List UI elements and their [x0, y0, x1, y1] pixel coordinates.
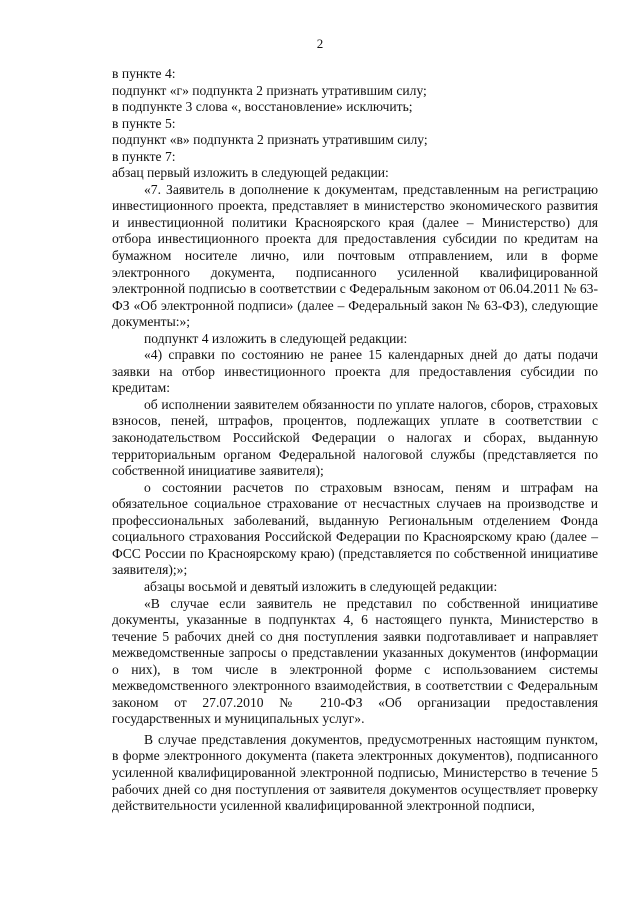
- paragraph-14: «В случае если заявитель не представил по собственной инициативе документы, указанные в подпунктах 4, 6 настоящего пункта, Министерство в течение 5 рабочих дней со дня поступления заявки подготавливает и направляет межведомственные запросы о представлении указанных документов (информации о них), в том числе в электронной форме с использованием системы межведомственного электронного взаимодействия, в соответствии с Федеральным законом от 27.07.2010 № 210-ФЗ «Об организации предоставления государственных и муниципальных услуг».: [112, 595, 598, 727]
- paragraph-3: в подпункте 3 слова «, восстановление» исключить;: [112, 99, 413, 115]
- paragraph-15: В случае представления документов, предусмотренных настоящим пунктом, в форме электронного документа (пакета электронных документов), подписанного усиленной квалифицированной электронной подписью, Министерство в течение 5 рабочих дней со дня поступления от заявителя документов осуществляет проверку действительности усиленной квалифицированной электронной подписи,: [112, 731, 598, 814]
- paragraph-1: в пункте 4:: [112, 66, 176, 81]
- paragraph-10: «4) справки по состоянию не ранее 15 календарных дней до даты подачи заявки на отбор инвестиционного проекта для предоставления субсидии по кредитам:: [112, 347, 598, 396]
- paragraph-11: об исполнении заявителем обязанности по уплате налогов, сборов, страховых взносов, пеней, штрафов, процентов, подлежащих уплате в соответствии с законодательством Российской Федерации о налогах и сборах, выданную территориальным органом Федеральной налоговой службы (представляется по собственной инициативе заявителя);: [112, 396, 598, 479]
- paragraph-4: в пункте 5:: [112, 115, 176, 131]
- paragraph-5: подпункт «в» подпункта 2 признать утратившим силу;: [112, 132, 428, 148]
- paragraph-13: абзацы восьмой и девятый изложить в следующей редакции:: [144, 578, 498, 594]
- document-body: [112, 66, 598, 815]
- paragraph-9: подпункт 4 изложить в следующей редакции:: [144, 330, 408, 346]
- paragraph-7: абзац первый изложить в следующей редакции:: [112, 165, 389, 181]
- paragraph-6: в пункте 7:: [112, 148, 176, 164]
- page-number: 2: [316, 36, 324, 51]
- paragraph-8: «7. Заявитель в дополнение к документам, представленным на регистрацию инвестиционного проекта, представляет в министерство экономического развития и инвестиционной политики Красноярского края (далее – Министерство) для отбора инвестиционного проекта для предоставления субсидии по кредитам на бумажном носителе лично, или почтовым отправлением, или в форме электронного документа, подписанного усиленной квалифицированной электронной подписью в соответствии с Федеральным законом от 06.04.2011 № 63-ФЗ «Об электронной подписи» (далее – Федеральный закон № 63-ФЗ), следующие документы:»;: [112, 181, 598, 330]
- paragraph-12: о состоянии расчетов по страховым взносам, пеням и штрафам на обязательное социальное страхование от несчастных случаев на производстве и профессиональных заболеваний, выданную Региональным отделением Фонда социального страхования Российской Федерации по Красноярскому краю (далее – ФСС России по Красноярскому краю) (представляется по собственной инициативе заявителя);»;: [112, 479, 598, 578]
- paragraph-2: подпункт «г» подпункта 2 признать утратившим силу;: [112, 82, 427, 98]
